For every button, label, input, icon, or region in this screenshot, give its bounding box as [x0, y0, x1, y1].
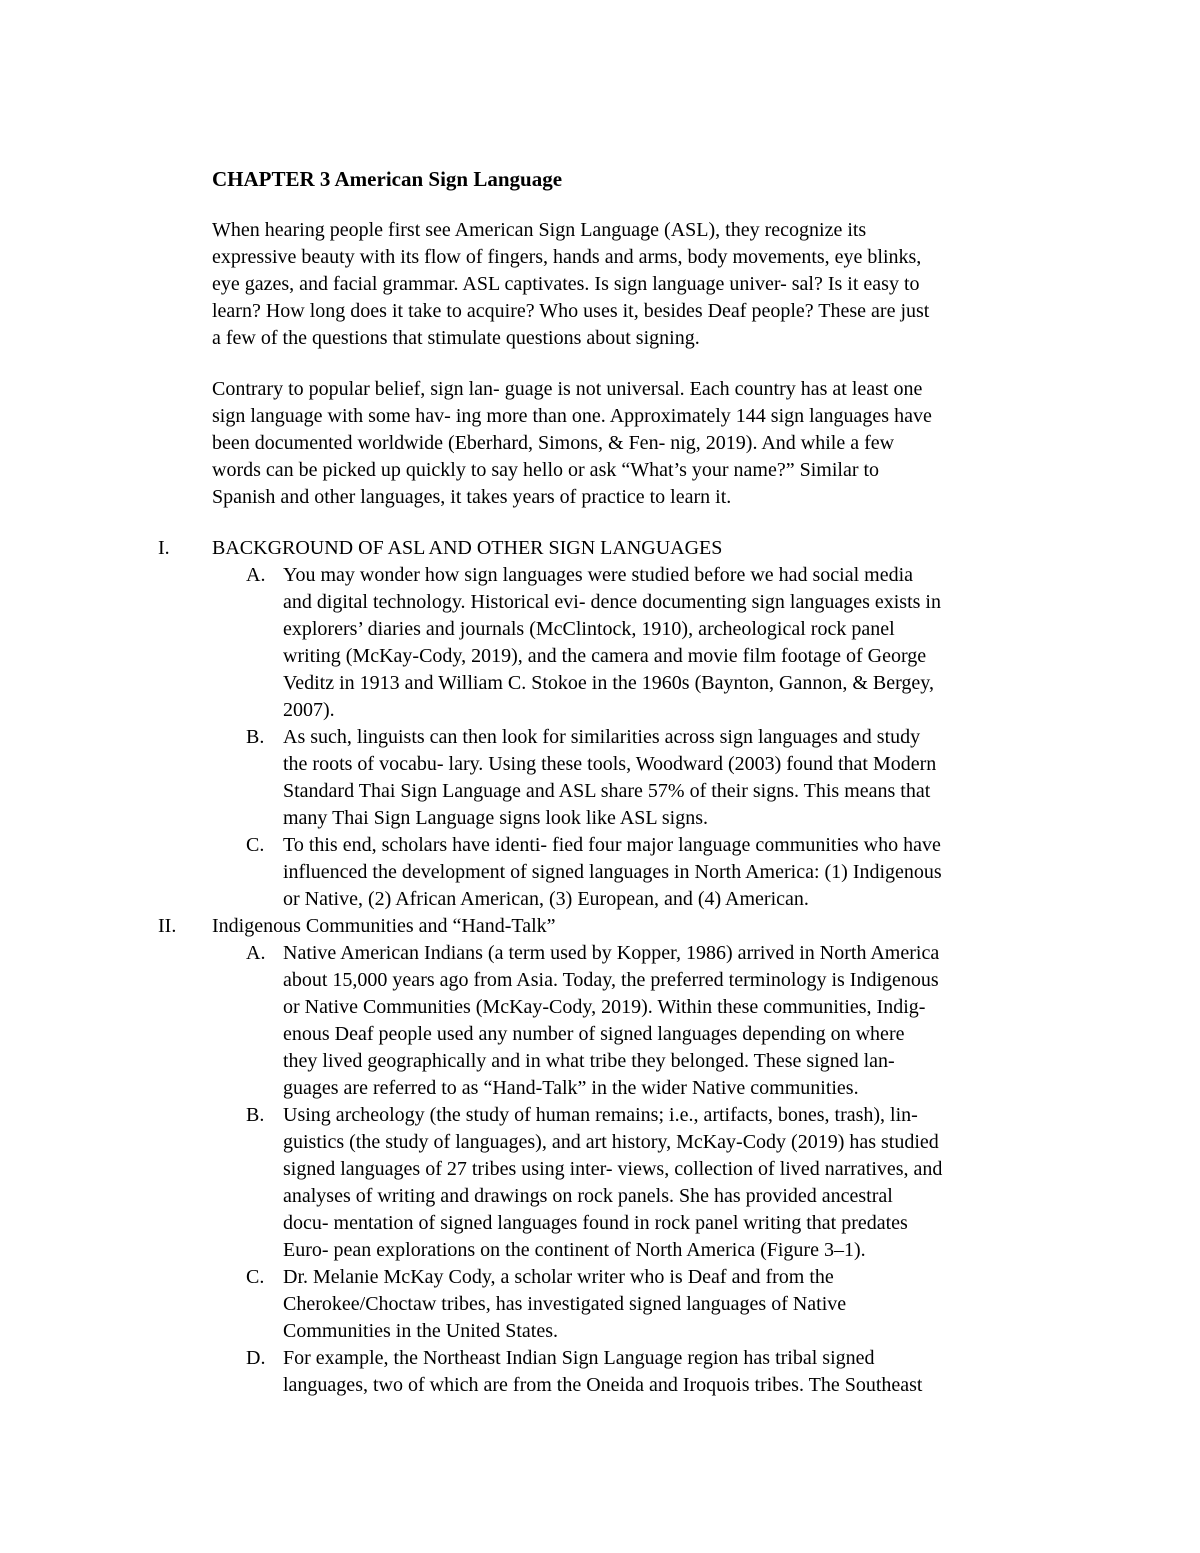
paragraph-line: expressive beauty with its flow of fingers, hands and arms, body movements, eye blinks, [212, 246, 922, 268]
outline-item-line: or Native, (2) African American, (3) European, and (4) American. [283, 888, 809, 910]
outline-item-line: For example, the Northeast Indian Sign Language region has tribal signed [283, 1347, 875, 1369]
outline-marker-alpha: D. [246, 1347, 266, 1369]
paragraph-line: been documented worldwide (Eberhard, Simons, & Fen- nig, 2019). And while a few [212, 432, 895, 454]
outline-marker-roman: II. [158, 915, 177, 937]
outline-item [283, 724, 936, 832]
paragraph-line: eye gazes, and facial grammar. ASL captivates. Is sign language univer- sal? Is it easy to [212, 273, 920, 295]
outline-item-line: Euro- pean explorations on the continent of North America (Figure 3–1). [283, 1239, 866, 1261]
outline-item-line: docu- mentation of signed languages found in rock panel writing that predates [283, 1212, 908, 1234]
outline-item-line: languages, two of which are from the Oneida and Iroquois tribes. The Southeast [283, 1374, 923, 1396]
outline-item [283, 1264, 846, 1345]
outline-item-line: Veditz in 1913 and William C. Stokoe in the 1960s (Baynton, Gannon, & Bergey, [283, 672, 934, 694]
paragraph-line: Contrary to popular belief, sign lan- guage is not universal. Each country has at least one [212, 378, 923, 400]
paragraph-line: Spanish and other languages, it takes years of practice to learn it. [212, 486, 732, 508]
universality-paragraph [212, 376, 932, 511]
paragraph-line: a few of the questions that stimulate questions about signing. [212, 327, 700, 349]
chapter-title: CHAPTER 3 American Sign Language [212, 167, 563, 191]
outline-marker-alpha: A. [246, 942, 266, 964]
outline-item [283, 1345, 922, 1399]
outline-item-line: Native American Indians (a term used by Kopper, 1986) arrived in North America [283, 942, 940, 964]
outline-item-line: writing (McKay-Cody, 2019), and the camera and movie film footage of George [283, 645, 927, 667]
outline-item-line: signed languages of 27 tribes using inter- views, collection of lived narratives, and [283, 1158, 943, 1180]
outline-item-line: Cherokee/Choctaw tribes, has investigated signed languages of Native [283, 1293, 847, 1315]
outline-item-line: You may wonder how sign languages were studied before we had social media [283, 564, 914, 586]
outline-item-line: As such, linguists can then look for similarities across sign languages and study [283, 726, 921, 748]
outline-marker-alpha: A. [246, 564, 266, 586]
outline-item [283, 940, 939, 1102]
paragraph-line: sign language with some hav- ing more than one. Approximately 144 sign languages have [212, 405, 932, 427]
outline-item-line: or Native Communities (McKay-Cody, 2019). Within these communities, Indig- [283, 996, 926, 1018]
outline-item-line: Communities in the United States. [283, 1320, 558, 1342]
outline-item-line: about 15,000 years ago from Asia. Today, the preferred terminology is Indigenous [283, 969, 939, 991]
outline-item-line: many Thai Sign Language signs look like ASL signs. [283, 807, 708, 829]
outline-item-line: the roots of vocabu- lary. Using these tools, Woodward (2003) found that Modern [283, 753, 937, 775]
outline-item-line: explorers’ diaries and journals (McClintock, 1910), archeological rock panel [283, 618, 895, 640]
outline-heading-indigenous: Indigenous Communities and “Hand-Talk” [212, 915, 556, 937]
paragraph-line: learn? How long does it take to acquire? Who uses it, besides Deaf people? These are just [212, 300, 930, 322]
outline-item-line: Dr. Melanie McKay Cody, a scholar writer who is Deaf and from the [283, 1266, 834, 1288]
outline-item-line: influenced the development of signed languages in North America: (1) Indigenous [283, 861, 942, 883]
outline-item-line: Using archeology (the study of human remains; i.e., artifacts, bones, trash), lin- [283, 1104, 918, 1126]
outline-marker-alpha: B. [246, 726, 265, 748]
outline-item-line: Standard Thai Sign Language and ASL share 57% of their signs. This means that [283, 780, 931, 802]
outline-item-line: and digital technology. Historical evi- dence documenting sign languages exists in [283, 591, 941, 613]
outline-marker-alpha: C. [246, 1266, 265, 1288]
outline-item-line: they lived geographically and in what tribe they belonged. These signed lan- [283, 1050, 895, 1072]
outline-marker-roman: I. [158, 537, 170, 559]
outline-item-line: To this end, scholars have identi- fied four major language communities who have [283, 834, 941, 856]
outline-item-line: guistics (the study of languages), and art history, McKay-Cody (2019) has studied [283, 1131, 939, 1153]
outline-item-line: analyses of writing and drawings on rock panels. She has provided ancestral [283, 1185, 893, 1207]
outline-item [283, 1102, 942, 1264]
paragraph-line: words can be picked up quickly to say hello or ask “What’s your name?” Similar to [212, 459, 880, 481]
intro-paragraph [212, 217, 929, 352]
outline-marker-alpha: C. [246, 834, 265, 856]
outline-marker-alpha: B. [246, 1104, 265, 1126]
outline-item [283, 562, 941, 724]
outline-item-line: 2007). [283, 699, 335, 721]
outline-item [283, 832, 942, 913]
paragraph-line: When hearing people first see American Sign Language (ASL), they recognize its [212, 219, 867, 241]
outline-heading-background: BACKGROUND OF ASL AND OTHER SIGN LANGUAGES [212, 537, 723, 559]
outline-item-line: guages are referred to as “Hand-Talk” in the wider Native communities. [283, 1077, 859, 1099]
outline-item-line: enous Deaf people used any number of signed languages depending on where [283, 1023, 905, 1045]
